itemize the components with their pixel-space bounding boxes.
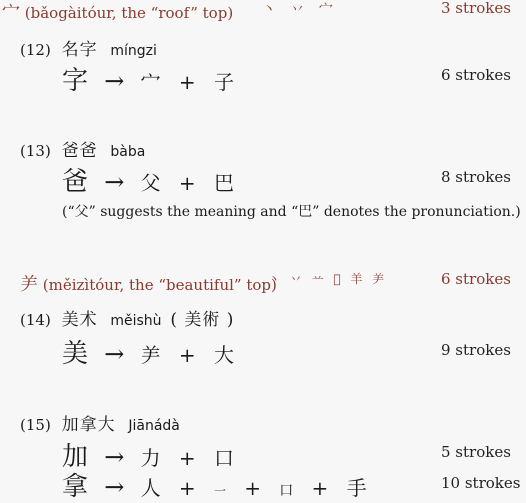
radical-label: (bǎogàitóur, the “roof” top): [24, 4, 234, 22]
component: 父: [140, 171, 163, 195]
radical-label: (měizìtóur, the “beautiful” top): [42, 276, 277, 294]
stroke-count: 6 strokes: [441, 66, 511, 84]
item-word: 美术: [61, 310, 98, 330]
stroke-sequence: 丶 丷 宀: [262, 2, 338, 18]
character-breakdown: [62, 333, 236, 370]
stroke-count: 9 strokes: [441, 341, 511, 359]
item-number: (14): [20, 311, 51, 329]
character-breakdown: [62, 161, 236, 198]
main-character: 字: [62, 66, 91, 96]
main-character: 美: [62, 339, 91, 369]
plus-sign: +: [178, 476, 198, 500]
component: 口: [213, 446, 236, 470]
plus-sign: +: [178, 446, 198, 470]
arrow-icon: →: [104, 443, 127, 471]
component: 巴: [213, 171, 236, 195]
component: 一: [213, 484, 228, 498]
vocab-item-15: [20, 410, 180, 435]
stroke-count: 5 strokes: [441, 443, 511, 461]
plus-sign: +: [178, 343, 198, 367]
stroke-count: 10 strokes: [441, 474, 521, 492]
radical-heading-roof: [2, 0, 233, 24]
main-character: 加: [62, 442, 91, 472]
arrow-icon: →: [104, 473, 127, 501]
item-pinyin: měishù: [110, 313, 162, 329]
item-word: 爸爸: [61, 141, 98, 161]
arrow-icon: →: [104, 168, 127, 196]
traditional-form: ( 美術 ): [170, 310, 235, 330]
component: 口: [279, 483, 296, 499]
plus-sign: +: [178, 171, 198, 195]
item-pinyin: bàba: [110, 144, 146, 160]
character-breakdown: [62, 60, 236, 97]
plus-sign: +: [178, 70, 198, 94]
item-pinyin: míngzi: [110, 43, 157, 59]
component: ⺶: [140, 343, 163, 367]
stroke-count: 3 strokes: [441, 0, 511, 17]
item-word: 名字: [61, 40, 98, 60]
component: 宀: [140, 70, 163, 94]
component: 人: [140, 476, 163, 500]
main-character: 爸: [62, 167, 91, 197]
item-pinyin: Jiānádà: [128, 418, 180, 434]
vocab-item-12: [20, 35, 157, 60]
vocab-item-14: [20, 305, 242, 330]
plus-sign: +: [244, 476, 263, 500]
radical-glyph: ⺶: [20, 274, 38, 295]
component: 手: [346, 476, 369, 500]
arrow-icon: →: [104, 67, 127, 95]
explanatory-note: (“父” suggests the meaning and “巴” denotes the pronunciation.): [62, 204, 521, 220]
stroke-sequence: 丶 丷 䒑 𦍍 羊 ⺶: [268, 272, 388, 286]
component: 力: [140, 446, 163, 470]
plus-sign: +: [311, 476, 331, 500]
item-number: (13): [20, 142, 51, 160]
component: 子: [213, 70, 236, 94]
item-number: (12): [20, 41, 51, 59]
character-breakdown: [62, 466, 369, 503]
stroke-count: 6 strokes: [441, 270, 511, 288]
item-word: 加拿大: [61, 415, 116, 435]
main-character: 拿: [62, 472, 91, 502]
item-number: (15): [20, 416, 51, 434]
arrow-icon: →: [104, 340, 127, 368]
stroke-count: 8 strokes: [441, 168, 511, 186]
radical-glyph: 宀: [2, 2, 20, 23]
component: 大: [213, 343, 236, 367]
radical-heading-beautiful: [20, 270, 277, 296]
vocab-item-13: [20, 136, 145, 161]
